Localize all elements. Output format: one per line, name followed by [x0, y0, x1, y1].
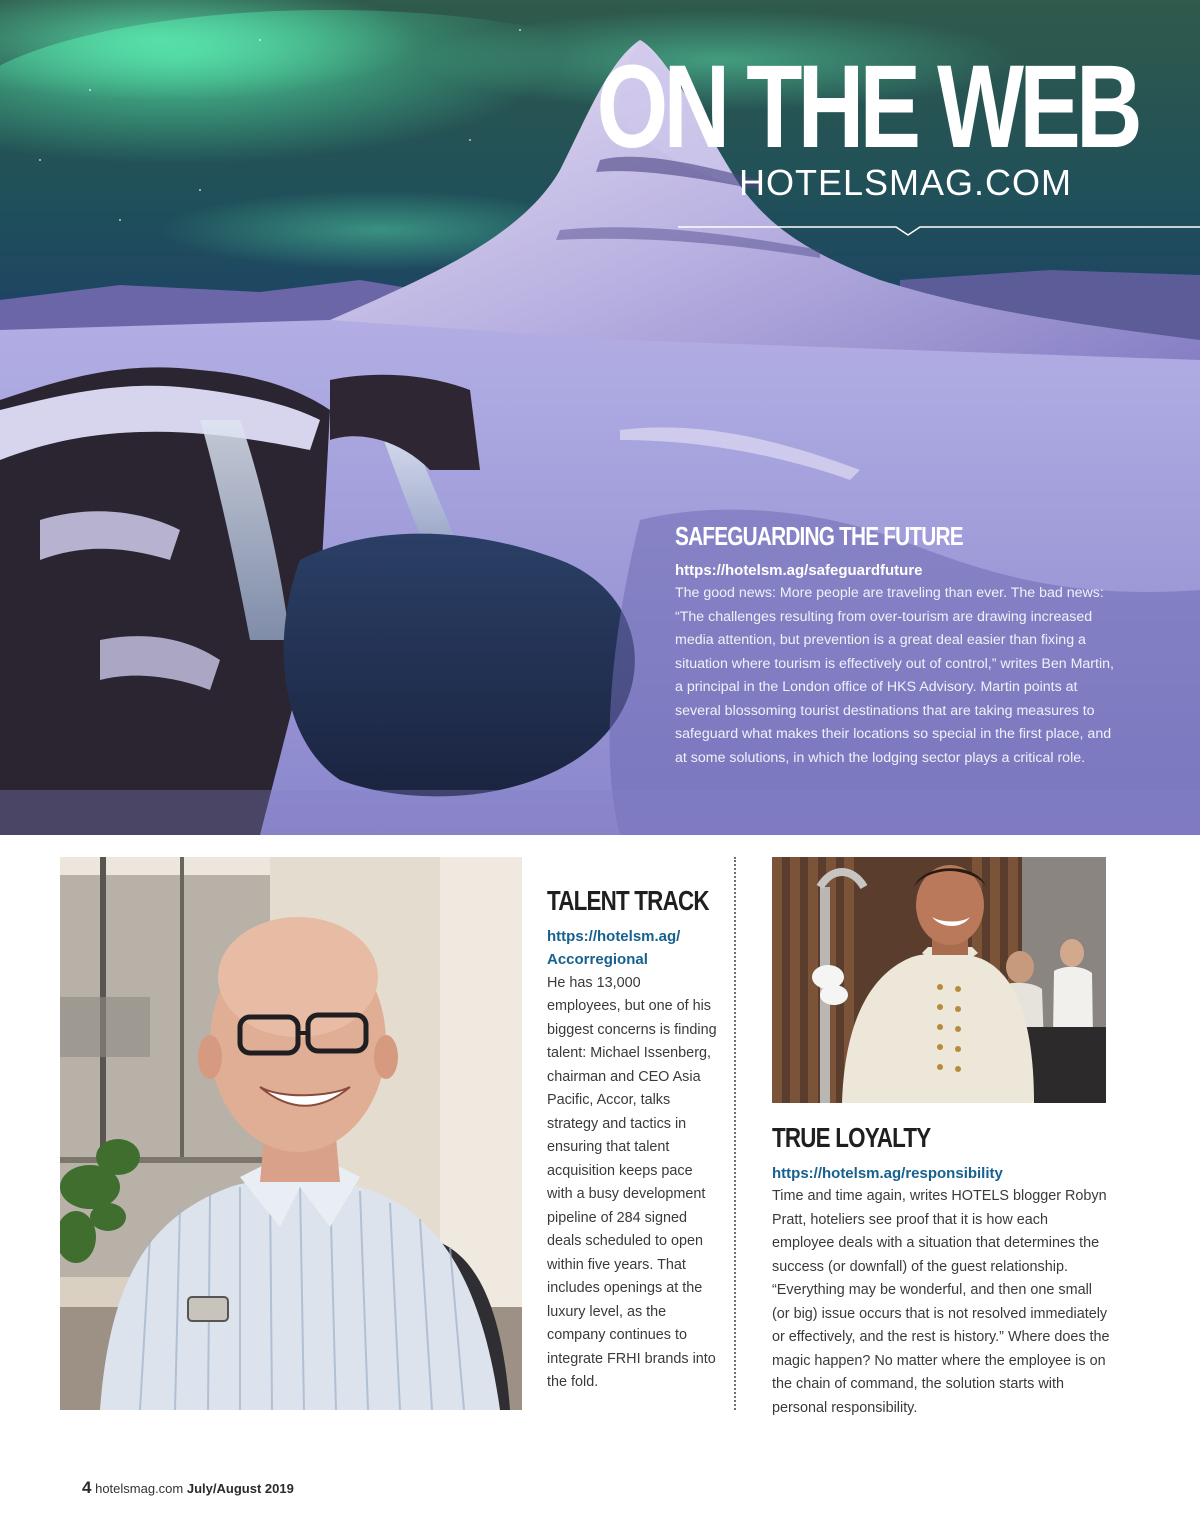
article-body: Time and time again, writes HOTELS blogger Robyn Pratt, hoteliers see proof that it is how each employee deals with a situation that determines the success (or downfall) of the guest relationship. “Everything may be wonderful, and then one small (or big) issue occurs that is not resolved immediately or effectively, and the rest is history.” Where does the magic happen? No matter where the employee is on the chain of command, the solution starts with personal responsibility. — [772, 1188, 1110, 1416]
portrait-photo — [60, 857, 522, 1410]
article-link[interactable] — [547, 925, 717, 972]
title-underline-chevron — [678, 224, 1200, 238]
article-headline: SAFEGUARDING THE FUTURE — [675, 521, 963, 551]
page-footer — [82, 1478, 294, 1498]
column-divider — [734, 857, 736, 1410]
section-title: ON THE WEB — [596, 41, 1138, 173]
article-headline: TRUE LOYALTY — [772, 1122, 931, 1153]
page-number: 4 — [82, 1478, 92, 1497]
article-link-line1: https://hotelsm.ag/ — [547, 927, 681, 945]
article-talent-track — [547, 886, 717, 1395]
article-body: He has 13,000 employees, but one of his biggest concerns is finding talent: Michael Issenberg, chairman and CEO Asia Pacific, Accor, talks strategy and tactics in ensuring that talent acquisition keeps pace with a busy development pipeline of 284 signed deals scheduled to open within five years. That includes openings at the luxury level, as the company continues to integrate FRHI brands into the fold. — [547, 974, 717, 1391]
footer-site: hotelsmag.com — [95, 1481, 184, 1496]
article-safeguarding — [675, 522, 1115, 770]
article-link[interactable]: https://hotelsm.ag/responsibility — [772, 1164, 1003, 1182]
article-body: The good news: More people are traveling than ever. The bad news: “The challenges resulting from over-tourism are drawing increased media attention, but prevention is a great deal easier than fixing a situation where tourism is effectively out of control,” writes Ben Martin, a principal in the London office of HKS Advisory. Martin points at several blossoming tourist destinations that are taking measures to safeguard what makes their locations so special in the first place, and at some solutions, in which the lodging sector plays a critical role. — [675, 585, 1114, 766]
site-name: HOTELSMAG.COM — [738, 162, 1072, 203]
article-link-line2: Accorregional — [547, 951, 648, 969]
article-headline: TALENT TRACK — [547, 885, 709, 916]
footer-issue-date: July/August 2019 — [186, 1481, 294, 1496]
bellhop-photo — [772, 857, 1106, 1103]
article-link[interactable]: https://hotelsm.ag/safeguardfuture — [675, 561, 923, 579]
executive-portrait-image — [60, 857, 522, 1410]
article-true-loyalty — [772, 1123, 1112, 1420]
hotel-staff-image — [772, 857, 1106, 1103]
